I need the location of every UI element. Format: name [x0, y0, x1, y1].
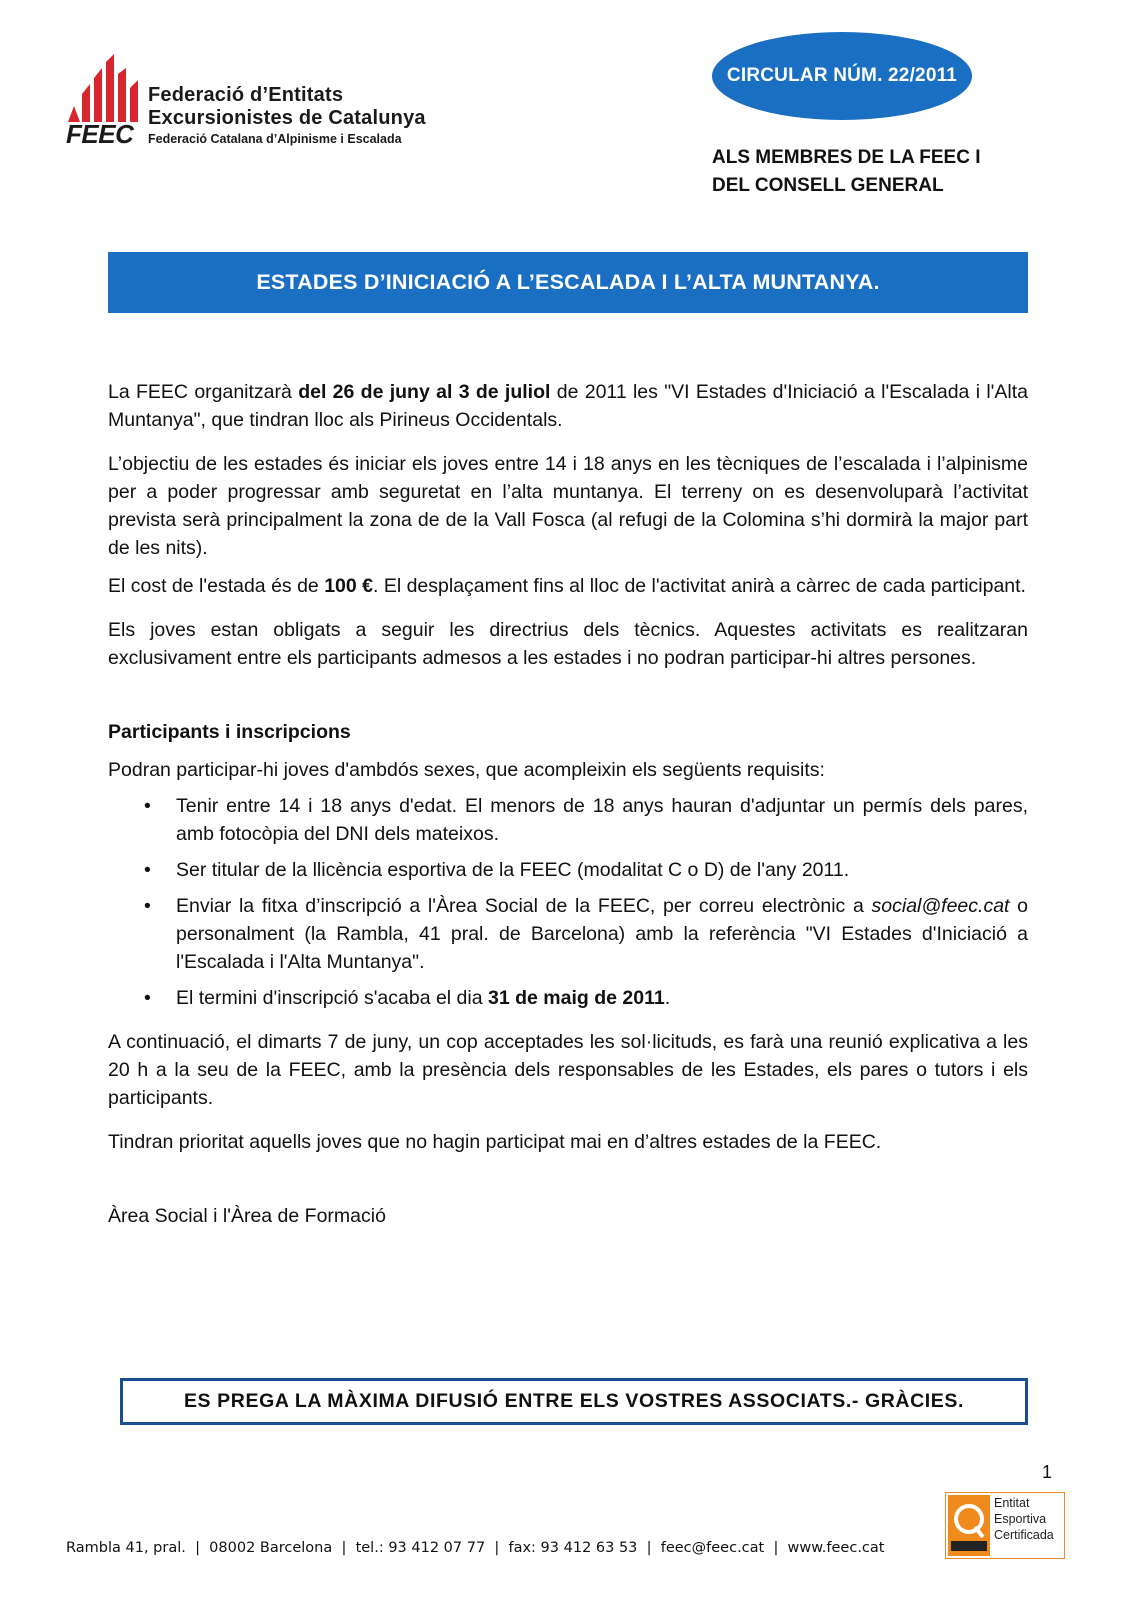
logo-acronym: FEEC	[66, 119, 134, 149]
email-link[interactable]: social@feec.cat	[871, 895, 1010, 917]
bullet-icon: •	[144, 795, 151, 817]
list-item-text: Ser titular de la llicència esportiva de la FEEC (modalitat C o D) de l'any 2011.	[176, 859, 850, 881]
paragraph-requirements-intro: Podran participar-hi joves d'ambdós sexes, que acompleixin els següents requisits:	[108, 759, 825, 781]
certification-line-1: Entitat	[994, 1496, 1030, 1510]
certification-line-2: Esportiva	[994, 1512, 1047, 1526]
certification-badge	[945, 1492, 1065, 1559]
text-run: . El desplaçament fins al lloc de l'activitat anirà a càrrec de cada participant.	[373, 575, 1026, 597]
addressee-line-1: ALS MEMBRES DE LA FEEC I	[712, 147, 981, 168]
list-item-text: o personalment (la Rambla, 41 pral. de Barcelona) amb la referència "VI Estades d'Iniciació a l'Escalada i l'Alta Muntanya".	[176, 895, 1028, 973]
certification-q-icon	[948, 1495, 990, 1556]
distribution-notice: ES PREGA LA MÀXIMA DIFUSIÓ ENTRE ELS VOSTRES ASSOCIATS.- GRÀCIES.	[183, 1390, 965, 1412]
list-item	[108, 792, 1028, 848]
bullet-icon: •	[144, 987, 151, 1009]
text-run: El cost de l'estada és de	[108, 575, 325, 597]
list-item-text: El termini d'inscripció s'acaba el dia	[176, 987, 488, 1009]
signature: Àrea Social i l'Àrea de Formació	[108, 1205, 386, 1227]
distribution-notice-box	[120, 1378, 1028, 1425]
page-number: 1	[1042, 1462, 1053, 1482]
logo-line-1: Federació d’Entitats	[148, 84, 344, 106]
list-item-text: .	[664, 987, 671, 1009]
paragraph-dates	[108, 378, 1028, 434]
bold-cost: 100 €	[324, 575, 373, 597]
addressee-block	[712, 144, 980, 200]
document-title: ESTADES D’INICIACIÓ A L’ESCALADA I L’ALTA MUNTANYA.	[256, 270, 880, 294]
addressee-line-2: DEL CONSELL GENERAL	[712, 175, 944, 196]
feec-logo	[66, 54, 426, 150]
section-heading: Participants i inscripcions	[108, 721, 351, 743]
logo-line-3: Federació Catalana d’Alpinisme i Escalada	[148, 132, 402, 146]
list-item	[108, 892, 1028, 976]
requirements-list	[108, 792, 1028, 1012]
circular-number-badge	[712, 32, 972, 120]
red-mountain-bars-icon	[66, 54, 146, 124]
list-item	[108, 984, 1028, 1012]
paragraph-obligations: Els joves estan obligats a seguir les directrius dels tècnics. Aquestes activitats es realitzaran exclusivament entre els participants admesos a les estades i no podran participar-hi altres persones.	[108, 619, 1028, 669]
paragraph-meeting: A continuació, el dimarts 7 de juny, un cop acceptades les sol·licituds, es farà una reunió explicativa a les 20 h a la seu de la FEEC, amb la presència dels responsables de les Estades, els pares o tutors i els participants.	[108, 1031, 1028, 1109]
bold-dates: del 26 de juny al 3 de juliol	[298, 381, 551, 403]
paragraph-objective: L’objectiu de les estades és iniciar els joves entre 14 i 18 anys en les tècniques de l’escalada i l’alpinisme per a poder progressar amb seguretat en l’alta muntanya. El terreny on es desenvoluparà l’activitat prevista serà principalment la zona de de la Vall Fosca (al refugi de la Colomina s’hi dormirà la major part de les nits).	[108, 453, 1028, 559]
paragraph-priority: Tindran prioritat aquells joves que no hagin participat mai en d’altres estades de la FEEC.	[108, 1131, 882, 1153]
logo-line-2: Excursionistes de Catalunya	[148, 107, 426, 129]
list-item-text: Enviar la fitxa d’inscripció a l'Àrea Social de la FEEC, per correu electrònic a	[176, 895, 872, 917]
text-run: La FEEC organitzarà	[108, 381, 299, 403]
bullet-icon: •	[144, 859, 151, 881]
list-item-text: Tenir entre 14 i 18 anys d'edat. El menors de 18 anys hauran d'adjuntar un permís dels pares, amb fotocòpia del DNI dels mateixos.	[176, 795, 1028, 845]
document-title-bar	[108, 252, 1028, 313]
bullet-icon: •	[144, 895, 151, 917]
certification-line-3: Certificada	[994, 1528, 1054, 1542]
circular-number-label: CIRCULAR NÚM. 22/2011	[726, 65, 958, 86]
text-run: de 2011 les "VI Estades d'Iniciació a l'Escalada i l'Alta Muntanya", que tindran lloc als Pirineus Occidentals.	[108, 381, 1028, 431]
bold-deadline: 31 de maig de 2011	[488, 987, 665, 1009]
paragraph-cost	[108, 572, 1028, 600]
list-item	[108, 856, 1028, 884]
document-body	[108, 378, 1028, 1230]
footer-contact: Rambla 41, pral. | 08002 Barcelona | tel.: 93 412 07 77 | fax: 93 412 63 53 | feec@feec.cat | www.feec.cat	[66, 1540, 885, 1556]
